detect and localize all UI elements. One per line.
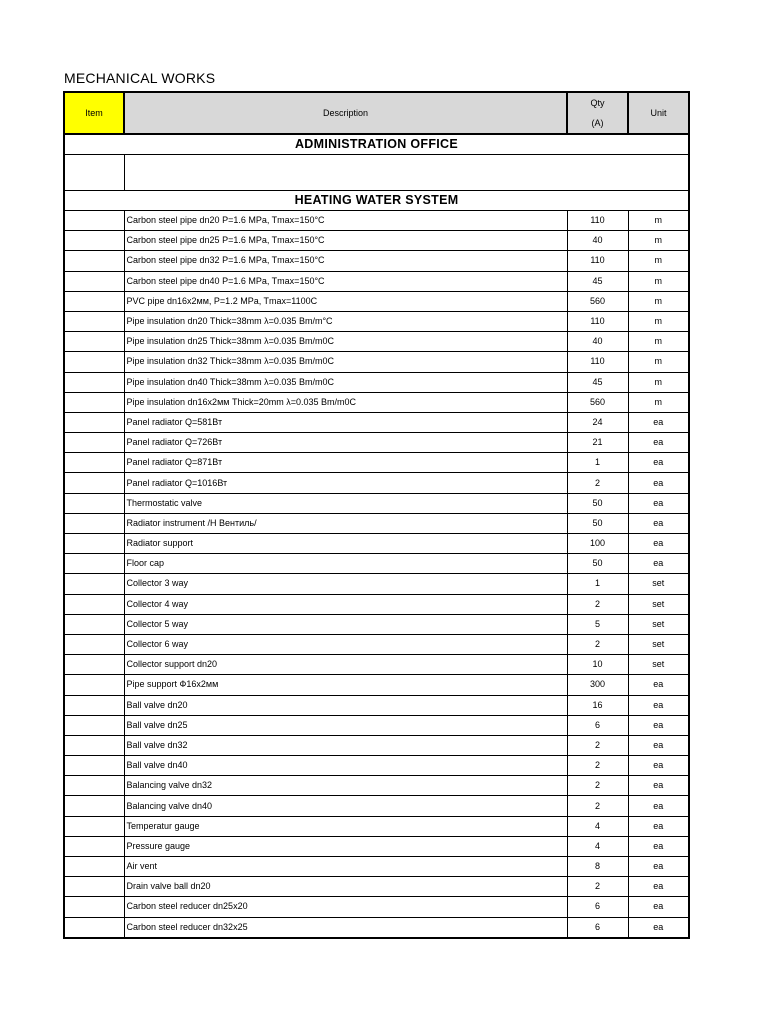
- qty-cell: 2: [567, 594, 628, 614]
- qty-cell: 10: [567, 655, 628, 675]
- item-cell: [64, 897, 124, 917]
- item-cell: [64, 614, 124, 634]
- description-cell: Carbon steel reducer dn32x25: [124, 917, 567, 938]
- qty-cell: 1: [567, 574, 628, 594]
- qty-cell: 1: [567, 453, 628, 473]
- unit-cell: ea: [628, 756, 689, 776]
- table-row: [64, 857, 689, 877]
- description-cell: Collector 6 way: [124, 634, 567, 654]
- description-cell: Pipe insulation dn32 Thick=38mm λ=0.035 Вm/m0C: [124, 352, 567, 372]
- item-cell: [64, 594, 124, 614]
- description-cell: PVC pipe dn16x2мм, P=1.2 MPa, Tmax=1100C: [124, 291, 567, 311]
- unit-cell: ea: [628, 816, 689, 836]
- item-cell: [64, 332, 124, 352]
- description-cell: Balancing valve dn32: [124, 776, 567, 796]
- qty-cell: 6: [567, 917, 628, 938]
- description-cell: Ball valve dn32: [124, 735, 567, 755]
- unit-cell: ea: [628, 735, 689, 755]
- item-cell: [64, 715, 124, 735]
- table-row: [64, 453, 689, 473]
- item-cell: [64, 412, 124, 432]
- table-row: [64, 554, 689, 574]
- qty-cell: 560: [567, 392, 628, 412]
- table-row: [64, 574, 689, 594]
- unit-cell: ea: [628, 412, 689, 432]
- bill-of-quantities-table: [63, 91, 690, 939]
- table-row: [64, 917, 689, 938]
- description-cell: Radiator support: [124, 534, 567, 554]
- empty-cell: [64, 155, 124, 191]
- item-cell: [64, 836, 124, 856]
- table-row: [64, 816, 689, 836]
- header-qty-label: Qty: [590, 98, 605, 108]
- unit-cell: ea: [628, 796, 689, 816]
- description-cell: Collector 3 way: [124, 574, 567, 594]
- item-cell: [64, 433, 124, 453]
- description-cell: Carbon steel pipe dn32 P=1.6 MPa, Tmax=150°C: [124, 251, 567, 271]
- table-row: [64, 231, 689, 251]
- unit-cell: ea: [628, 534, 689, 554]
- qty-cell: 21: [567, 433, 628, 453]
- unit-cell: ea: [628, 877, 689, 897]
- table-row: [64, 493, 689, 513]
- unit-cell: set: [628, 574, 689, 594]
- empty-row: [64, 155, 689, 191]
- qty-cell: 300: [567, 675, 628, 695]
- table-row: [64, 897, 689, 917]
- description-cell: Carbon steel pipe dn40 P=1.6 MPa, Tmax=150°C: [124, 271, 567, 291]
- unit-cell: ea: [628, 695, 689, 715]
- table-row: [64, 352, 689, 372]
- item-cell: [64, 857, 124, 877]
- unit-cell: ea: [628, 675, 689, 695]
- description-cell: Collector 5 way: [124, 614, 567, 634]
- description-cell: Panel radiator Q=1016Вт: [124, 473, 567, 493]
- qty-cell: 40: [567, 332, 628, 352]
- unit-cell: ea: [628, 897, 689, 917]
- unit-cell: ea: [628, 776, 689, 796]
- table-row: [64, 372, 689, 392]
- qty-cell: 560: [567, 291, 628, 311]
- unit-cell: ea: [628, 453, 689, 473]
- unit-cell: set: [628, 614, 689, 634]
- table-row: [64, 311, 689, 331]
- empty-cell: [124, 155, 689, 191]
- description-cell: Pipe insulation dn40 Thick=38mm λ=0.035 Вm/m0C: [124, 372, 567, 392]
- item-cell: [64, 877, 124, 897]
- qty-cell: 50: [567, 554, 628, 574]
- qty-cell: 40: [567, 231, 628, 251]
- qty-cell: 2: [567, 796, 628, 816]
- description-cell: Pipe insulation dn16x2мм Thick=20mm λ=0.035 Вm/m0C: [124, 392, 567, 412]
- qty-cell: 4: [567, 816, 628, 836]
- unit-cell: m: [628, 231, 689, 251]
- qty-cell: 45: [567, 372, 628, 392]
- qty-cell: 110: [567, 211, 628, 231]
- table-row: [64, 392, 689, 412]
- unit-cell: set: [628, 655, 689, 675]
- unit-cell: m: [628, 311, 689, 331]
- description-cell: Radiator instrument /Н Вентиль/: [124, 513, 567, 533]
- qty-cell: 100: [567, 534, 628, 554]
- item-cell: [64, 251, 124, 271]
- item-cell: [64, 372, 124, 392]
- item-cell: [64, 816, 124, 836]
- unit-cell: m: [628, 332, 689, 352]
- item-cell: [64, 534, 124, 554]
- qty-cell: 2: [567, 634, 628, 654]
- unit-cell: m: [628, 251, 689, 271]
- description-cell: Carbon steel pipe dn20 P=1.6 MPa, Tmax=150°C: [124, 211, 567, 231]
- table-row: [64, 776, 689, 796]
- unit-cell: ea: [628, 836, 689, 856]
- description-cell: Panel radiator Q=726Вт: [124, 433, 567, 453]
- section-title-heating: HEATING WATER SYSTEM: [64, 191, 689, 211]
- item-cell: [64, 655, 124, 675]
- description-cell: Pressure gauge: [124, 836, 567, 856]
- qty-cell: 110: [567, 352, 628, 372]
- description-cell: Pipe support Ф16x2мм: [124, 675, 567, 695]
- item-cell: [64, 291, 124, 311]
- description-cell: Ball valve dn20: [124, 695, 567, 715]
- description-cell: Panel radiator Q=871Вт: [124, 453, 567, 473]
- description-cell: Ball valve dn40: [124, 756, 567, 776]
- item-cell: [64, 917, 124, 938]
- table-row: [64, 594, 689, 614]
- unit-cell: ea: [628, 433, 689, 453]
- header-qty: [567, 92, 628, 134]
- description-cell: Carbon steel pipe dn25 P=1.6 MPa, Tmax=150°C: [124, 231, 567, 251]
- page-title: MECHANICAL WORKS: [64, 70, 216, 86]
- qty-cell: 5: [567, 614, 628, 634]
- item-cell: [64, 695, 124, 715]
- unit-cell: ea: [628, 917, 689, 938]
- item-cell: [64, 796, 124, 816]
- qty-cell: 4: [567, 836, 628, 856]
- item-cell: [64, 271, 124, 291]
- description-cell: Drain valve ball dn20: [124, 877, 567, 897]
- unit-cell: m: [628, 271, 689, 291]
- unit-cell: set: [628, 594, 689, 614]
- table-row: [64, 433, 689, 453]
- description-cell: Floor cap: [124, 554, 567, 574]
- unit-cell: m: [628, 392, 689, 412]
- item-cell: [64, 473, 124, 493]
- item-cell: [64, 675, 124, 695]
- table-row: [64, 412, 689, 432]
- item-cell: [64, 513, 124, 533]
- item-cell: [64, 554, 124, 574]
- item-cell: [64, 776, 124, 796]
- item-cell: [64, 211, 124, 231]
- description-cell: Carbon steel reducer dn25x20: [124, 897, 567, 917]
- unit-cell: set: [628, 634, 689, 654]
- description-cell: Collector support dn20: [124, 655, 567, 675]
- unit-cell: ea: [628, 715, 689, 735]
- unit-cell: m: [628, 211, 689, 231]
- description-cell: Panel radiator Q=581Вт: [124, 412, 567, 432]
- unit-cell: ea: [628, 493, 689, 513]
- header-unit: Unit: [628, 92, 689, 134]
- qty-cell: 6: [567, 715, 628, 735]
- table-row: [64, 655, 689, 675]
- table-row: [64, 271, 689, 291]
- description-cell: Thermostatic valve: [124, 493, 567, 513]
- table-row: [64, 836, 689, 856]
- description-cell: Pipe insulation dn20 Thick=38mm λ=0.035 Вm/m°C: [124, 311, 567, 331]
- header-description: Description: [124, 92, 567, 134]
- qty-cell: 45: [567, 271, 628, 291]
- item-cell: [64, 311, 124, 331]
- qty-cell: 2: [567, 877, 628, 897]
- table-row: [64, 513, 689, 533]
- qty-cell: 6: [567, 897, 628, 917]
- table-row: [64, 675, 689, 695]
- section-row: [64, 134, 689, 155]
- description-cell: Pipe insulation dn25 Thick=38mm λ=0.035 Вm/m0C: [124, 332, 567, 352]
- header-qty-sub: (A): [591, 118, 604, 128]
- table-row: [64, 332, 689, 352]
- table-row: [64, 796, 689, 816]
- table-row: [64, 291, 689, 311]
- table-row: [64, 251, 689, 271]
- item-cell: [64, 231, 124, 251]
- description-cell: Ball valve dn25: [124, 715, 567, 735]
- table-row: [64, 473, 689, 493]
- qty-cell: 16: [567, 695, 628, 715]
- qty-cell: 2: [567, 735, 628, 755]
- description-cell: Air vent: [124, 857, 567, 877]
- qty-cell: 2: [567, 776, 628, 796]
- qty-cell: 110: [567, 251, 628, 271]
- item-cell: [64, 735, 124, 755]
- table-row: [64, 614, 689, 634]
- description-cell: Balancing valve dn40: [124, 796, 567, 816]
- item-cell: [64, 392, 124, 412]
- header-item: Item: [64, 92, 124, 134]
- table-row: [64, 756, 689, 776]
- qty-cell: 8: [567, 857, 628, 877]
- table-row: [64, 735, 689, 755]
- unit-cell: ea: [628, 513, 689, 533]
- unit-cell: ea: [628, 857, 689, 877]
- unit-cell: m: [628, 291, 689, 311]
- description-cell: Collector 4 way: [124, 594, 567, 614]
- section-row: [64, 191, 689, 211]
- item-cell: [64, 634, 124, 654]
- qty-cell: 2: [567, 756, 628, 776]
- unit-cell: m: [628, 372, 689, 392]
- table-row: [64, 211, 689, 231]
- section-title-office: ADMINISTRATION OFFICE: [64, 134, 689, 155]
- table-row: [64, 534, 689, 554]
- item-cell: [64, 352, 124, 372]
- table-row: [64, 877, 689, 897]
- table-header-row: [64, 92, 689, 134]
- description-cell: Temperatur gauge: [124, 816, 567, 836]
- item-cell: [64, 493, 124, 513]
- table-row: [64, 634, 689, 654]
- unit-cell: m: [628, 352, 689, 372]
- item-cell: [64, 756, 124, 776]
- qty-cell: 50: [567, 493, 628, 513]
- table-row: [64, 715, 689, 735]
- unit-cell: ea: [628, 473, 689, 493]
- unit-cell: ea: [628, 554, 689, 574]
- qty-cell: 2: [567, 473, 628, 493]
- item-cell: [64, 453, 124, 473]
- qty-cell: 24: [567, 412, 628, 432]
- qty-cell: 110: [567, 311, 628, 331]
- item-cell: [64, 574, 124, 594]
- table-row: [64, 695, 689, 715]
- qty-cell: 50: [567, 513, 628, 533]
